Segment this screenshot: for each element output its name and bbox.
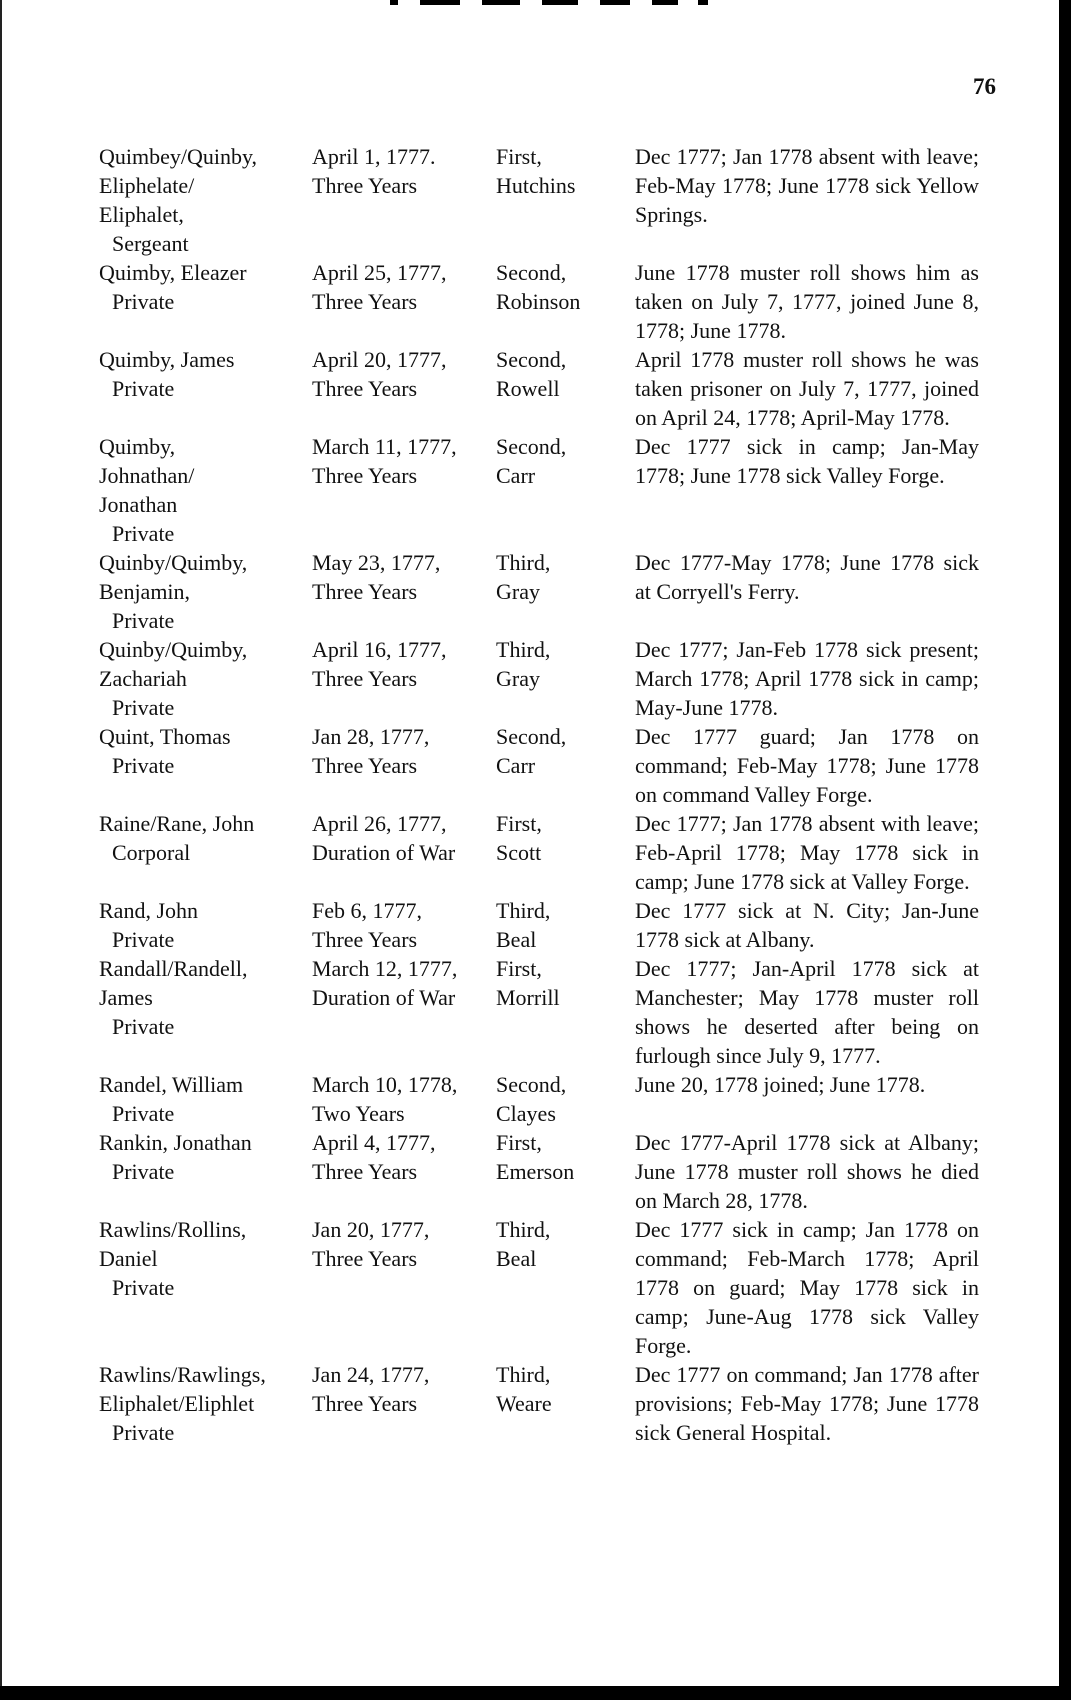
entry-notes: Dec 1777; Jan 1778 absent with leave; Feb-May 1778; June 1778 sick Yellow Springs. — [635, 144, 979, 227]
enlistment-date: April 20, 1777, — [312, 347, 447, 372]
enlistment-term: Three Years — [312, 1246, 418, 1271]
entry-name — [99, 432, 312, 548]
name-line: Benjamin, — [99, 579, 191, 604]
enlistment-term: Duration of War — [312, 985, 456, 1010]
company-captain: Clayes — [496, 1101, 556, 1126]
entry-rank: Private — [112, 289, 175, 314]
company-regiment: Third, — [496, 1362, 551, 1387]
company-captain: Scott — [496, 840, 542, 865]
roster-entry — [99, 1360, 979, 1447]
entry-notes: Dec 1777-May 1778; June 1778 sick at Corryell's Ferry. — [635, 550, 979, 604]
company-captain: Hutchins — [496, 173, 576, 198]
name-line: Quimby, Eleazer — [99, 260, 247, 285]
entry-company — [496, 548, 635, 635]
enlistment-term: Three Years — [312, 289, 418, 314]
enlistment-date: Jan 20, 1777, — [312, 1217, 430, 1242]
company-regiment: Third, — [496, 637, 551, 662]
entry-enlistment — [312, 954, 496, 1070]
entry-rank: Private — [112, 1014, 175, 1039]
entry-enlistment — [312, 258, 496, 345]
enlistment-date: March 10, 1778, — [312, 1072, 458, 1097]
entry-name — [99, 142, 312, 258]
entry-notes: Dec 1777 on command; Jan 1778 after provisions; Feb-May 1778; June 1778 sick General Hospital. — [635, 1362, 979, 1445]
entry-name — [99, 954, 312, 1070]
name-line: Rand, John — [99, 898, 198, 923]
entry-name — [99, 258, 312, 345]
company-regiment: Second, — [496, 347, 567, 372]
enlistment-date: April 26, 1777, — [312, 811, 447, 836]
entry-notes: Dec 1777; Jan 1778 absent with leave; Feb-April 1778; May 1778 sick in camp; June 1778 sick at Valley Forge. — [635, 811, 979, 894]
entry-name — [99, 345, 312, 432]
entry-notes: Dec 1777 sick at N. City; Jan-June 1778 sick at Albany. — [635, 898, 979, 952]
scan-edge-left — [0, 0, 2, 1700]
entry-rank: Private — [112, 1101, 175, 1126]
roster-entry — [99, 896, 979, 954]
entry-notes: Dec 1777; Jan-Feb 1778 sick present; March 1778; April 1778 sick in camp; May-June 1778. — [635, 637, 979, 720]
roster-entry — [99, 1070, 979, 1128]
company-regiment: Third, — [496, 898, 551, 923]
company-regiment: Third, — [496, 550, 551, 575]
entry-notes: Dec 1777 sick in camp; Jan 1778 on command; Feb-March 1778; April 1778 on guard; May 1778 sick in camp; June-Aug 1778 sick Valley Forge. — [635, 1217, 979, 1358]
roster-list — [99, 142, 979, 1447]
entry-enlistment — [312, 1128, 496, 1215]
enlistment-date: Jan 28, 1777, — [312, 724, 430, 749]
scan-top-marks — [390, 0, 710, 6]
entry-enlistment — [312, 345, 496, 432]
company-captain: Emerson — [496, 1159, 575, 1184]
name-line: Rankin, Jonathan — [99, 1130, 252, 1155]
enlistment-term: Three Years — [312, 173, 418, 198]
entry-rank: Private — [112, 521, 175, 546]
entry-rank: Private — [112, 1159, 175, 1184]
entry-name — [99, 896, 312, 954]
entry-company — [496, 1128, 635, 1215]
entry-enlistment — [312, 1070, 496, 1128]
entry-name — [99, 1128, 312, 1215]
entry-rank: Private — [112, 927, 175, 952]
company-regiment: First, — [496, 811, 542, 836]
entry-company — [496, 635, 635, 722]
entry-enlistment — [312, 896, 496, 954]
name-line: Quimby, James — [99, 347, 235, 372]
entry-enlistment — [312, 722, 496, 809]
entry-company — [496, 1070, 635, 1128]
name-line: Randel, William — [99, 1072, 244, 1097]
enlistment-term: Two Years — [312, 1101, 405, 1126]
enlistment-term: Three Years — [312, 463, 418, 488]
roster-entry — [99, 1128, 979, 1215]
name-line: Quimbey/Quinby, — [99, 144, 258, 169]
name-line: Eliphalet, — [99, 202, 184, 227]
entry-company — [496, 142, 635, 258]
scan-edge-right — [1059, 0, 1071, 1700]
enlistment-date: March 11, 1777, — [312, 434, 457, 459]
scan-edge-bottom — [0, 1686, 1071, 1700]
entry-rank: Private — [112, 1275, 175, 1300]
name-line: Johnathan/ — [99, 463, 195, 488]
roster-entry — [99, 345, 979, 432]
company-regiment: Second, — [496, 260, 567, 285]
entry-rank: Private — [112, 695, 175, 720]
enlistment-term: Three Years — [312, 579, 418, 604]
entry-name — [99, 809, 312, 896]
entry-rank: Private — [112, 1420, 175, 1445]
enlistment-date: April 1, 1777. — [312, 144, 436, 169]
enlistment-term: Three Years — [312, 1159, 418, 1184]
entry-company — [496, 1215, 635, 1360]
entry-enlistment — [312, 809, 496, 896]
entry-name — [99, 548, 312, 635]
roster-entry — [99, 142, 979, 258]
name-line: Rawlins/Rawlings, — [99, 1362, 266, 1387]
enlistment-term: Three Years — [312, 376, 418, 401]
name-line: Eliphalet/Eliphlet — [99, 1391, 255, 1416]
entry-notes: Dec 1777-April 1778 sick at Albany; June 1778 muster roll shows he died on March 28, 1778. — [635, 1130, 979, 1213]
name-line: Rawlins/Rollins, — [99, 1217, 247, 1242]
company-regiment: Third, — [496, 1217, 551, 1242]
name-line: Jonathan — [99, 492, 178, 517]
entry-company — [496, 345, 635, 432]
name-line: Quinby/Quimby, — [99, 637, 248, 662]
entry-notes: Dec 1777 guard; Jan 1778 on command; Feb-May 1778; June 1778 on command Valley Forge. — [635, 724, 979, 807]
company-captain: Carr — [496, 753, 536, 778]
name-line: Raine/Rane, John — [99, 811, 255, 836]
entry-rank: Private — [112, 376, 175, 401]
entry-rank: Private — [112, 753, 175, 778]
roster-entry — [99, 722, 979, 809]
page-number: 76 — [973, 74, 996, 99]
entry-notes: April 1778 muster roll shows he was taken prisoner on July 7, 1777, joined on April 24, 1778; April-May 1778. — [635, 347, 979, 430]
company-regiment: First, — [496, 956, 542, 981]
company-regiment: Second, — [496, 434, 567, 459]
enlistment-date: Feb 6, 1777, — [312, 898, 422, 923]
entry-company — [496, 896, 635, 954]
name-line: Zachariah — [99, 666, 187, 691]
entry-rank: Corporal — [112, 840, 191, 865]
enlistment-term: Three Years — [312, 927, 418, 952]
enlistment-date: April 25, 1777, — [312, 260, 447, 285]
entry-enlistment — [312, 1360, 496, 1447]
entry-company — [496, 722, 635, 809]
entry-rank: Private — [112, 608, 175, 633]
roster-entry — [99, 548, 979, 635]
enlistment-term: Three Years — [312, 666, 418, 691]
entry-enlistment — [312, 142, 496, 258]
entry-enlistment — [312, 1215, 496, 1360]
roster-entry — [99, 809, 979, 896]
roster-entry — [99, 432, 979, 548]
company-captain: Carr — [496, 463, 536, 488]
company-captain: Gray — [496, 666, 540, 691]
entry-name — [99, 722, 312, 809]
entry-enlistment — [312, 635, 496, 722]
enlistment-term: Three Years — [312, 753, 418, 778]
company-regiment: First, — [496, 144, 542, 169]
entry-name — [99, 1360, 312, 1447]
entry-company — [496, 432, 635, 548]
enlistment-term: Duration of War — [312, 840, 456, 865]
entry-notes: June 1778 muster roll shows him as taken on July 7, 1777, joined June 8, 1778; June 1778. — [635, 260, 979, 343]
entry-company — [496, 1360, 635, 1447]
enlistment-date: April 4, 1777, — [312, 1130, 436, 1155]
enlistment-term: Three Years — [312, 1391, 418, 1416]
name-line: Quinby/Quimby, — [99, 550, 248, 575]
enlistment-date: May 23, 1777, — [312, 550, 441, 575]
roster-entry — [99, 635, 979, 722]
entry-enlistment — [312, 548, 496, 635]
name-line: James — [99, 985, 153, 1010]
entry-company — [496, 954, 635, 1070]
name-line: Eliphelate/ — [99, 173, 195, 198]
name-line: Randall/Randell, — [99, 956, 248, 981]
company-regiment: Second, — [496, 1072, 567, 1097]
entry-notes: June 20, 1778 joined; June 1778. — [635, 1072, 926, 1097]
entry-name — [99, 635, 312, 722]
entry-rank: Sergeant — [112, 231, 189, 256]
roster-entry — [99, 258, 979, 345]
enlistment-date: Jan 24, 1777, — [312, 1362, 430, 1387]
roster-entry — [99, 1215, 979, 1360]
company-captain: Weare — [496, 1391, 552, 1416]
company-captain: Beal — [496, 927, 537, 952]
company-captain: Rowell — [496, 376, 560, 401]
entry-name — [99, 1070, 312, 1128]
company-captain: Beal — [496, 1246, 537, 1271]
company-captain: Morrill — [496, 985, 560, 1010]
name-line: Daniel — [99, 1246, 158, 1271]
entry-enlistment — [312, 432, 496, 548]
entry-company — [496, 809, 635, 896]
entry-company — [496, 258, 635, 345]
entry-name — [99, 1215, 312, 1360]
entry-notes: Dec 1777 sick in camp; Jan-May 1778; June 1778 sick Valley Forge. — [635, 434, 979, 488]
company-regiment: Second, — [496, 724, 567, 749]
company-captain: Gray — [496, 579, 540, 604]
company-regiment: First, — [496, 1130, 542, 1155]
enlistment-date: March 12, 1777, — [312, 956, 458, 981]
roster-entry — [99, 954, 979, 1070]
name-line: Quimby, — [99, 434, 176, 459]
name-line: Quint, Thomas — [99, 724, 231, 749]
enlistment-date: April 16, 1777, — [312, 637, 447, 662]
company-captain: Robinson — [496, 289, 581, 314]
entry-notes: Dec 1777; Jan-April 1778 sick at Manchester; May 1778 muster roll shows he deserted after being on furlough since July 9, 1777. — [635, 956, 979, 1068]
